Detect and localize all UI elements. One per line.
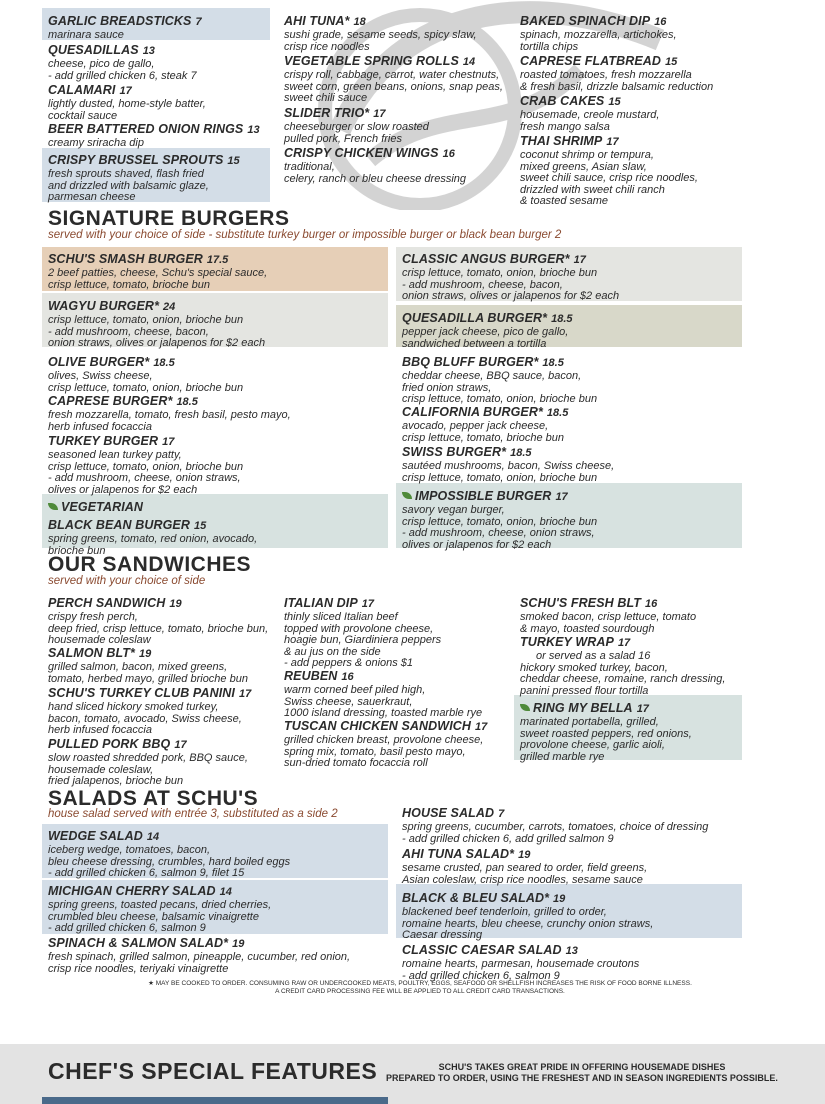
menu-item: SCHU'S SMASH BURGER 17.5 2 beef patties, cheese, Schu's special sauce, crisp lettuce, tomato, brioche bun [48,252,268,291]
section-subtitle-burgers: served with your choice of side - substitute turkey burger or impossible burger or black bean burger 2 [48,229,562,241]
section-subtitle-salads: house salad served with entrée 3, substituted as a side 2 [48,808,338,820]
menu-item: SPINACH & SALMON SALAD* 19 fresh spinach, grilled salmon, pineapple, cucumber, red onion, crisp rice noodles, teriyaki vinaigrette [48,936,351,975]
menu-item: CAPRESE FLATBREAD 15 roasted tomatoes, fresh mozzarella & fresh basil, drizzle balsamic reduction [520,54,714,93]
leaf-icon [402,492,412,499]
menu-item: WAGYU BURGER* 24 crisp lettuce, tomato, onion, brioche bun - add mushroom, cheese, bacon, onion straws, olives or jalapenos for $2 each [48,299,266,349]
menu-item: CRISPY BRUSSEL SPROUTS 15 fresh sprouts shaved, flash fried and drizzled with balsamic glaze, parmesan cheese [48,153,240,203]
menu-item: SWISS BURGER* 18.5 sautéed mushrooms, bacon, Swiss cheese, crisp lettuce, tomato, onion, brioche bun [402,445,615,484]
menu-item: SCHU'S FRESH BLT 16 smoked bacon, crisp lettuce, tomato & mayo, toasted sourdough [520,596,697,635]
menu-item: BAKED SPINACH DIP 16 spinach, mozzarella, artichokes, tortilla chips [520,14,677,53]
menu-item: GARLIC BREADSTICKS 7 marinara sauce [48,14,202,41]
menu-item: PULLED PORK BBQ 17 slow roasted shredded pork, BBQ sauce, housemade coleslaw, fried jalapenos, brioche bun [48,737,248,787]
menu-item: AHI TUNA* 18 sushi grade, sesame seeds, spicy slaw, crisp rice noodles [284,14,477,53]
menu-item: SCHU'S TURKEY CLUB PANINI 17 hand sliced hickory smoked turkey, bacon, tomato, avocado, Swiss cheese, herb infused focaccia [48,686,252,736]
menu-item: CLASSIC ANGUS BURGER* 17 crisp lettuce, tomato, onion, brioche bun - add mushroom, cheese, bacon, onion straws, olives or jalapenos for $2 each [402,252,620,302]
section-subtitle-sandwiches: served with your choice of side [48,575,206,587]
leaf-icon [520,704,530,711]
menu-item: QUESADILLAS 13 cheese, pico de gallo, - add grilled chicken 6, steak 7 [48,43,197,82]
menu-item: VEGETABLE SPRING ROLLS 14 crispy roll, cabbage, carrot, water chestnuts, sweet corn, green beans, onions, snap peas, sweet chili sauce [284,54,503,104]
menu-item: RING MY BELLA 17 marinated portabella, grilled, sweet roasted peppers, red onions, provolone cheese, garlic aioli, grilled marble rye [520,701,692,763]
chef-blurb: SCHU'S TAKES GREAT PRIDE IN OFFERING HOUSEMADE DISHES PREPARED TO ORDER, USING THE FRESHEST AND IN SEASON INGREDIENTS POSSIBLE. [386,1062,778,1083]
section-title-sandwiches: OUR SANDWICHES [48,553,252,576]
menu-item: TUSCAN CHICKEN SANDWICH 17 grilled chicken breast, provolone cheese, spring mix, tomato, basil pesto mayo, sun-dried tomato focaccia roll [284,719,488,769]
menu-item: CAPRESE BURGER* 18.5 fresh mozzarella, tomato, fresh basil, pesto mayo, herb infused focaccia [48,394,291,433]
menu-item: CRISPY CHICKEN WINGS 16 traditional, celery, ranch or bleu cheese dressing [284,146,467,185]
menu-item: QUESADILLA BURGER* 18.5 pepper jack cheese, pico de gallo, sandwiched between a tortilla [402,311,573,350]
menu-item: HOUSE SALAD 7 spring greens, cucumber, carrots, tomatoes, choice of dressing - add grilled chicken 6, add grilled salmon 9 [402,806,709,845]
section-title-chef: CHEF'S SPECIAL FEATURES [48,1058,378,1084]
menu-item: AHI TUNA SALAD* 19 sesame crusted, pan seared to order, field greens, Asian coleslaw, crisp rice noodles, sesame sauce [402,847,648,886]
leaf-icon [48,503,58,510]
menu-item: SALMON BLT* 19 grilled salmon, bacon, mixed greens, tomato, herbed mayo, grilled brioche bun [48,646,248,685]
chef-panel-strip [42,1097,388,1104]
menu-item: REUBEN 16 warm corned beef piled high, Swiss cheese, sauerkraut, 1000 island dressing, toasted marble rye [284,669,483,719]
menu-item: OLIVE BURGER* 18.5 olives, Swiss cheese, crisp lettuce, tomato, onion, brioche bun [48,355,244,394]
menu-item: BBQ BLUFF BURGER* 18.5 cheddar cheese, BBQ sauce, bacon, fried onion straws, crisp lettuce, tomato, onion, brioche bun [402,355,598,405]
menu-item: BEER BATTERED ONION RINGS 13 creamy sriracha dip [48,122,260,149]
menu-item: THAI SHRIMP 17 coconut shrimp or tempura, mixed greens, Asian slaw, sweet chili sauce, crisp rice noodles, drizzled with sweet chili ranch & toasted sesame [520,134,698,207]
menu-item: TURKEY WRAP 17 or served as a salad 16 hickory smoked turkey, bacon, cheddar cheese, romaine, ranch dressing, panini pressed flour tortilla [520,635,726,697]
section-title-salads: SALADS AT SCHU'S [48,787,259,810]
menu-item: WEDGE SALAD 14 iceberg wedge, tomatoes, bacon, bleu cheese dressing, crumbles, hard boiled eggs - add grilled chicken 6, salmon 9, filet 15 [48,829,291,879]
menu-item: CALIFORNIA BURGER* 18.5 avocado, pepper jack cheese, crisp lettuce, tomato, brioche bun [402,405,569,444]
footnote: ★ MAY BE COOKED TO ORDER. CONSUMING RAW OR UNDERCOOKED MEATS, POULTRY, EGGS, SEAFOOD OR SHELLFISH INCREASES THE RISK OF FOOD BORNE ILLNESS. A CREDIT CARD PROCESSING FEE WILL BE APPLIED TO ALL CREDIT CARD TRANSACTIONS. [148,980,692,995]
menu-item: CRAB CAKES 15 housemade, creole mustard, fresh mango salsa [520,94,660,133]
section-title-burgers: SIGNATURE BURGERS [48,207,290,230]
menu-item: VEGETARIAN BLACK BEAN BURGER 15 spring greens, tomato, red onion, avocado, brioche bun [48,500,258,557]
menu-item: TURKEY BURGER 17 seasoned lean turkey patty, crisp lettuce, tomato, onion, brioche bun - add mushroom, cheese, onion straws, olives or jalapenos for $2 each [48,434,244,496]
menu-item: CALAMARI 17 lightly dusted, home-style batter, cocktail sauce [48,83,206,122]
menu-item: BLACK & BLEU SALAD* 19 blackened beef tenderloin, grilled to order, romaine hearts, bleu cheese, crunchy onion straws, Caesar dressing [402,891,654,941]
menu-item: IMPOSSIBLE BURGER 17 savory vegan burger, crisp lettuce, tomato, onion, brioche bun - add mushroom, cheese, onion straws, olives or jalapenos for $2 each [402,489,598,551]
menu-item: PERCH SANDWICH 19 crispy fresh perch, deep fried, crisp lettuce, tomato, brioche bun, housemade coleslaw [48,596,269,646]
menu-item: ITALIAN DIP 17 thinly sliced Italian beef topped with provolone cheese, hoagie bun, Giardiniera peppers & au jus on the side - add peppers & onions $1 [284,596,442,669]
menu-item: CLASSIC CAESAR SALAD 13 romaine hearts, parmesan, housemade croutons - add grilled chicken 6, salmon 9 [402,943,640,982]
menu-item: SLIDER TRIO* 17 cheeseburger or slow roasted pulled pork, French fries [284,106,429,145]
menu-item: MICHIGAN CHERRY SALAD 14 spring greens, toasted pecans, dried cherries, crumbled bleu cheese, balsamic vinaigrette - add grilled chicken 6, salmon 9 [48,884,272,934]
